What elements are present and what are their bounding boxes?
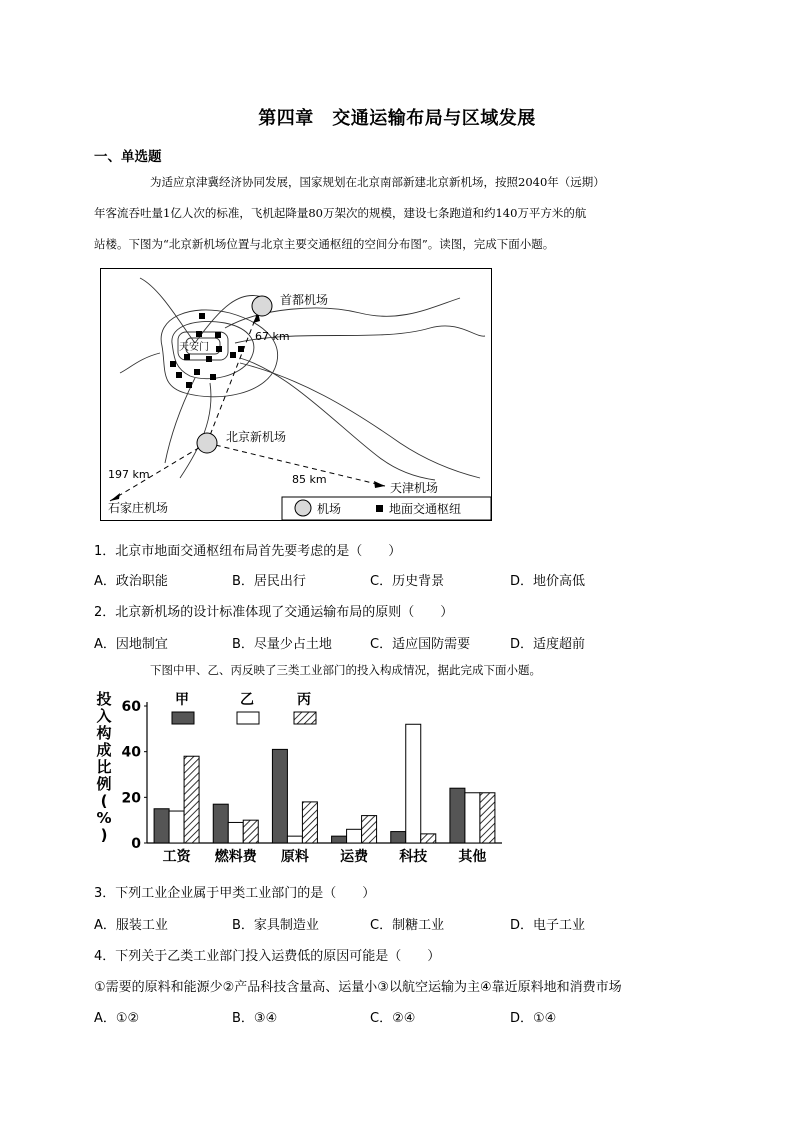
question-4: 4．下列关于乙类工业部门投入运费低的原因可能是（ ） (94, 949, 441, 964)
bar-丙-原料 (302, 802, 317, 843)
q2-option-b[interactable]: B．尽量少占土地 (232, 637, 332, 652)
distance-capital-label: 67 km (255, 330, 290, 343)
bar-丙-工资 (184, 756, 199, 843)
q1-option-c[interactable]: C．历史背景 (370, 574, 445, 589)
intro-paragraph-1 (94, 167, 714, 260)
q3-option-a[interactable]: A．服装工业 (94, 918, 168, 933)
bar-甲-运费 (332, 836, 347, 843)
y-axis-label-char: 成 (96, 741, 112, 759)
section-heading: 一、单选题 (94, 149, 162, 165)
question-1: 1．北京市地面交通枢纽布局首先要考虑的是（ ） (94, 544, 402, 559)
bar-甲-工资 (154, 809, 169, 843)
legend-hub-icon (376, 505, 383, 512)
capital-airport-label: 首都机场 (280, 293, 329, 307)
distance-tianjin-label: 85 km (292, 473, 327, 486)
legend-label-乙: 乙 (240, 692, 254, 708)
legend-swatch-甲 (172, 712, 194, 724)
x-tick-label: 科技 (399, 849, 428, 865)
question-3: 3．下列工业企业属于甲类工业部门的是（ ） (94, 886, 376, 901)
legend-label-丙: 丙 (297, 692, 311, 708)
x-tick-label: 运费 (340, 849, 369, 865)
q2-option-a[interactable]: A．因地制宜 (94, 637, 168, 652)
bar-丙-其他 (480, 793, 495, 843)
q3-option-b[interactable]: B．家具制造业 (232, 918, 319, 933)
new-airport-label: 北京新机场 (226, 430, 287, 444)
y-axis-label (96, 690, 111, 844)
q3-option-d[interactable]: D．电子工业 (510, 918, 586, 933)
q3-option-c[interactable]: C．制糖工业 (370, 918, 445, 933)
y-axis-label-char: % (96, 809, 112, 827)
y-axis-label-char: 投 (96, 690, 112, 708)
legend-airport-label: 机场 (317, 502, 342, 516)
bar-乙-燃料费 (228, 822, 243, 843)
legend-label-甲: 甲 (175, 692, 189, 708)
legend-swatch-乙 (237, 712, 259, 724)
q1-option-d[interactable]: D．地价高低 (510, 574, 586, 589)
x-tick-label: 其他 (458, 849, 487, 865)
bar-乙-运费 (347, 829, 362, 843)
bar-丙-运费 (362, 816, 377, 843)
y-axis-label-char: ) (100, 826, 108, 844)
x-tick-label: 燃料费 (214, 849, 257, 865)
bar-甲-其他 (450, 788, 465, 843)
tiananmen-label: 天安门 (179, 342, 209, 353)
input-structure-chart (92, 688, 507, 873)
y-axis-label-char: 构 (96, 724, 112, 742)
y-tick-label: 0 (131, 836, 141, 852)
intro1-line1: 为适应京津冀经济协同发展，国家规划在北京南部新建北京新机场，按照2040年（远期） (150, 175, 605, 189)
x-tick-label: 原料 (280, 849, 309, 865)
bar-乙-工资 (169, 811, 184, 843)
q1-option-a[interactable]: A．政治职能 (94, 574, 168, 589)
y-tick-label: 20 (121, 790, 141, 807)
q4-option-a[interactable]: A．①② (94, 1011, 140, 1026)
page-title: 第四章 交通运输布局与区域发展 (258, 108, 536, 129)
intro1-line3: 站楼。下图为“北京新机场位置与北京主要交通枢纽的空间分布图”。读图，完成下面小题。 (94, 237, 555, 251)
bar-乙-科技 (406, 724, 421, 843)
legend-hub-label: 地面交通枢纽 (389, 502, 462, 516)
bar-甲-原料 (272, 749, 287, 843)
legend-swatch-丙 (294, 712, 316, 724)
q2-option-d[interactable]: D．适度超前 (510, 637, 586, 652)
new-airport-marker (197, 433, 217, 453)
q4-option-d[interactable]: D．①④ (510, 1011, 557, 1026)
bar-甲-燃料费 (213, 804, 228, 843)
intro1-line2: 年客流吞吐量1亿人次的标准，飞机起降量80万架次的规模，建设七条跑道和约140万平方米的航 (94, 206, 587, 220)
y-axis-label-char: ( (100, 792, 108, 810)
q4-option-b[interactable]: B．③④ (232, 1011, 278, 1026)
intro-paragraph-2: 下图中甲、乙、丙反映了三类工业部门的投入构成情况，据此完成下面小题。 (150, 663, 541, 677)
y-tick-label: 60 (121, 699, 141, 715)
bar-丙-燃料费 (243, 820, 258, 843)
q2-option-c[interactable]: C．适应国防需要 (370, 637, 471, 652)
distance-shijiazhuang-label: 197 km (108, 468, 150, 481)
bar-丙-科技 (421, 834, 436, 843)
x-tick-label: 工资 (162, 849, 191, 865)
q4-option-c[interactable]: C．②④ (370, 1011, 416, 1026)
y-tick-label: 40 (121, 744, 141, 761)
question-4-statements: ①需要的原料和能源少②产品科技含量高、运量小③以航空运输为主④靠近原料地和消费市场 (94, 980, 622, 995)
bar-乙-其他 (465, 793, 480, 843)
bar-甲-科技 (391, 832, 406, 843)
q1-option-b[interactable]: B．居民出行 (232, 574, 306, 589)
legend-airport-icon (295, 500, 311, 516)
y-axis-label-char: 比 (96, 758, 112, 776)
y-axis-label-char: 例 (96, 775, 112, 793)
beijing-airport-map (100, 268, 493, 522)
question-2: 2．北京新机场的设计标准体现了交通运输布局的原则（ ） (94, 605, 454, 620)
capital-airport-marker (252, 296, 272, 316)
tianjin-airport-label: 天津机场 (390, 481, 439, 495)
y-axis-label-char: 入 (96, 707, 112, 725)
shijiazhuang-airport-label: 石家庄机场 (108, 501, 169, 515)
bar-乙-原料 (287, 836, 302, 843)
